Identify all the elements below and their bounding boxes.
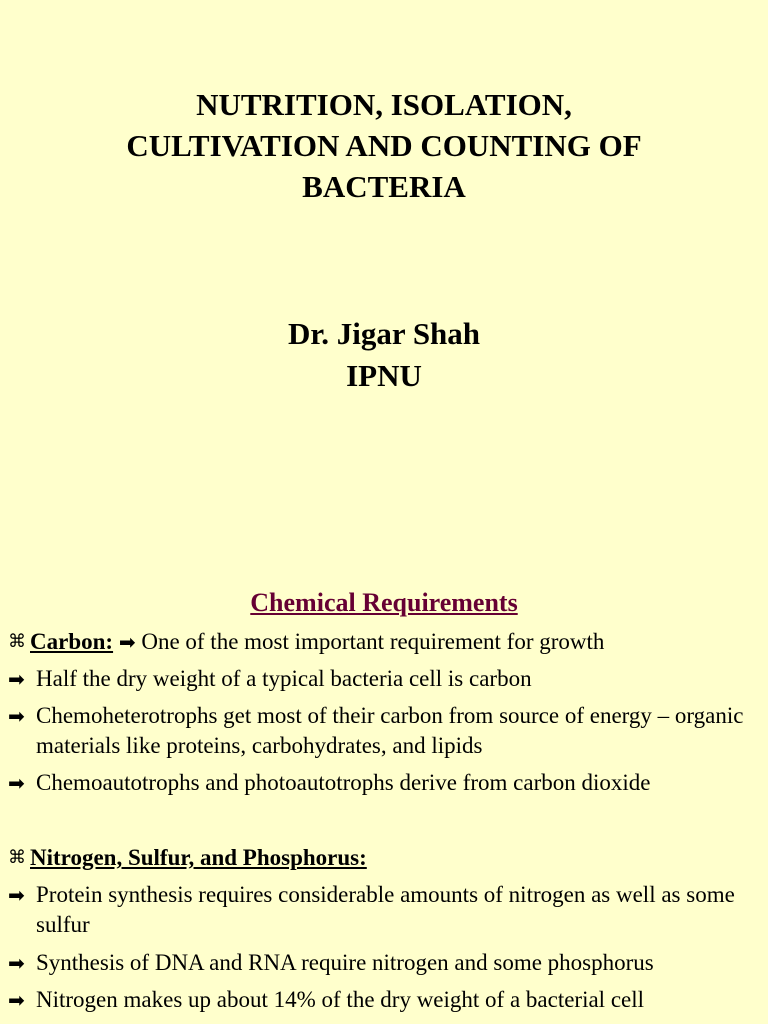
star-bullet-icon: ⌘ xyxy=(8,847,26,868)
list-item xyxy=(8,664,764,694)
list-item-text: Protein synthesis requires considerable amounts of nitrogen as well as some sulfur xyxy=(36,882,735,937)
carbon-lead-item xyxy=(8,627,764,657)
list-item xyxy=(8,768,764,798)
list-item xyxy=(8,985,764,1015)
title-line-2: CULTIVATION AND COUNTING OF xyxy=(126,128,642,163)
author-name: Dr. Jigar Shah xyxy=(287,316,481,351)
list-item-text: Half the dry weight of a typical bacteria cell is carbon xyxy=(36,666,532,691)
list-item xyxy=(8,880,764,940)
list-item-text: Chemoheterotrophs get most of their carbon from source of energy – organic materials like proteins, carbohydrates, and lipids xyxy=(36,703,744,758)
carbon-label: Carbon: xyxy=(30,629,114,654)
list-item xyxy=(8,701,764,761)
arrow-bullet-icon: ➡ xyxy=(8,771,25,795)
title-line-3: BACTERIA xyxy=(302,169,466,204)
arrow-icon: ➡ xyxy=(118,630,136,654)
star-bullet-icon: ⌘ xyxy=(8,631,26,652)
arrow-bullet-icon: ➡ xyxy=(8,704,25,728)
nitrogen-label: Nitrogen, Sulfur, and Phosphorus: xyxy=(30,845,367,870)
section-heading: Chemical Requirements xyxy=(250,588,518,617)
document-title xyxy=(0,84,768,207)
author-block xyxy=(0,313,768,397)
list-item-text: Nitrogen makes up about 14% of the dry weight of a bacterial cell xyxy=(36,987,645,1012)
arrow-bullet-icon: ➡ xyxy=(8,667,25,691)
author-affiliation: IPNU xyxy=(346,358,422,393)
list-item xyxy=(8,948,764,978)
title-line-1: NUTRITION, ISOLATION, xyxy=(196,87,572,122)
arrow-bullet-icon: ➡ xyxy=(8,951,25,975)
arrow-bullet-icon: ➡ xyxy=(8,883,25,907)
list-item-text: Synthesis of DNA and RNA require nitrogen and some phosphorus xyxy=(36,950,654,975)
carbon-text: One of the most important requirement for growth xyxy=(141,629,605,654)
list-item-text: Chemoautotrophs and photoautotrophs derive from carbon dioxide xyxy=(36,770,651,795)
nitrogen-lead-item xyxy=(8,843,764,873)
arrow-bullet-icon: ➡ xyxy=(8,988,25,1012)
